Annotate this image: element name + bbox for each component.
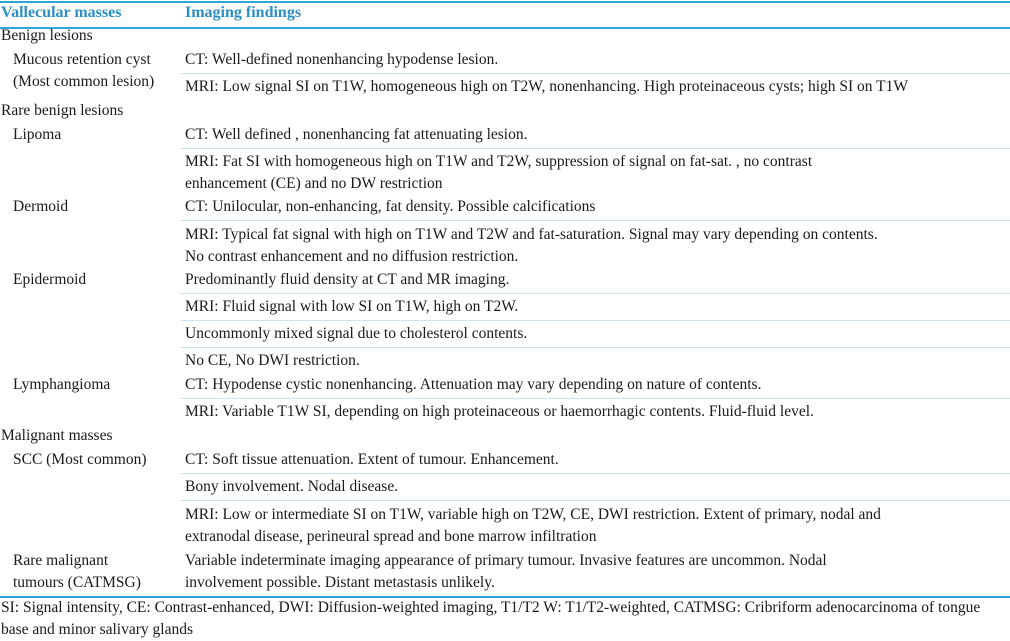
header-imaging-findings: Imaging findings (185, 4, 302, 21)
finding-text: No contrast enhancement and no diffusion restriction. (185, 248, 519, 265)
finding-text: CT: Soft tissue attenuation. Extent of tumour. Enhancement. (185, 451, 559, 468)
finding-text: CT: Well-defined nonenhancing hypodense lesion. (185, 51, 499, 68)
finding-text: MRI: Low signal SI on T1W, homogeneous high on T2W, nonenhancing. High proteinaceous cysts; high SI on T1W (185, 78, 908, 95)
mass-dermoid: Dermoid (13, 198, 69, 215)
mass-mucous-retention-cyst-line2: (Most common lesion) (13, 73, 155, 90)
row-separator (181, 148, 1010, 149)
finding-text: involvement possible. Distant metastasis unlikely. (185, 574, 495, 591)
row-separator (181, 293, 1010, 294)
mass-epidermoid: Epidermoid (13, 271, 87, 288)
mass-mucous-retention-cyst-line1: Mucous retention cyst (13, 51, 151, 68)
category-benign-lesions: Benign lesions (1, 27, 93, 44)
finding-text: Bony involvement. Nodal disease. (185, 478, 399, 495)
header-vallecular-masses: Vallecular masses (1, 4, 122, 21)
finding-text: Uncommonly mixed signal due to cholesterol contents. (185, 325, 528, 342)
table-top-rule (0, 1, 1010, 3)
finding-text: CT: Well defined , nonenhancing fat attenuating lesion. (185, 126, 528, 143)
finding-text: MRI: Low or intermediate SI on T1W, variable high on T2W, CE, DWI restriction. Extent of primary, nodal and (185, 506, 881, 523)
row-separator (181, 473, 1010, 474)
finding-text: extranodal disease, perineural spread and bone marrow infiltration (185, 528, 597, 545)
finding-text: enhancement (CE) and no DW restriction (185, 175, 443, 192)
finding-text: CT: Hypodense cystic nonenhancing. Attenuation may vary depending on nature of contents. (185, 376, 762, 393)
mass-lymphangioma: Lymphangioma (13, 376, 111, 393)
row-separator (181, 73, 1010, 74)
mass-rare-malignant-line2: tumours (CATMSG) (13, 574, 141, 591)
finding-text: Predominantly fluid density at CT and MR imaging. (185, 271, 510, 288)
row-separator (181, 398, 1010, 399)
category-malignant-masses: Malignant masses (1, 427, 113, 444)
finding-text: MRI: Fat SI with homogeneous high on T1W and T2W, suppression of signal on fat-sat. , no contrast (185, 153, 813, 170)
row-separator (181, 347, 1010, 348)
mass-lipoma: Lipoma (13, 126, 62, 143)
finding-text: Variable indeterminate imaging appearance of primary tumour. Invasive features are uncommon. Nodal (185, 552, 827, 569)
table-footnote: SI: Signal intensity, CE: Contrast-enhanced, DWI: Diffusion-weighted imaging, T1/T2 W: T1/T2-weighted, CATMSG: Cribriform adenocarcinoma of tongue base and minor salivary glands (1, 599, 981, 638)
finding-text: No CE, No DWI restriction. (185, 352, 360, 369)
finding-text: CT: Unilocular, non-enhancing, fat density. Possible calcifications (185, 198, 596, 215)
header-rule (0, 27, 1010, 29)
mass-rare-malignant-line1: Rare malignant (13, 552, 109, 569)
finding-text: MRI: Typical fat signal with high on T1W and T2W and fat-saturation. Signal may vary depending on contents. (185, 226, 878, 243)
finding-text: MRI: Variable T1W SI, depending on high proteinaceous or haemorrhagic contents. Fluid-fluid level. (185, 403, 814, 420)
mass-scc: SCC (Most common) (13, 451, 147, 468)
category-rare-benign-lesions: Rare benign lesions (1, 102, 124, 119)
finding-text: MRI: Fluid signal with low SI on T1W, high on T2W. (185, 298, 519, 315)
row-separator (181, 320, 1010, 321)
row-separator (181, 500, 1010, 501)
row-separator (181, 220, 1010, 221)
